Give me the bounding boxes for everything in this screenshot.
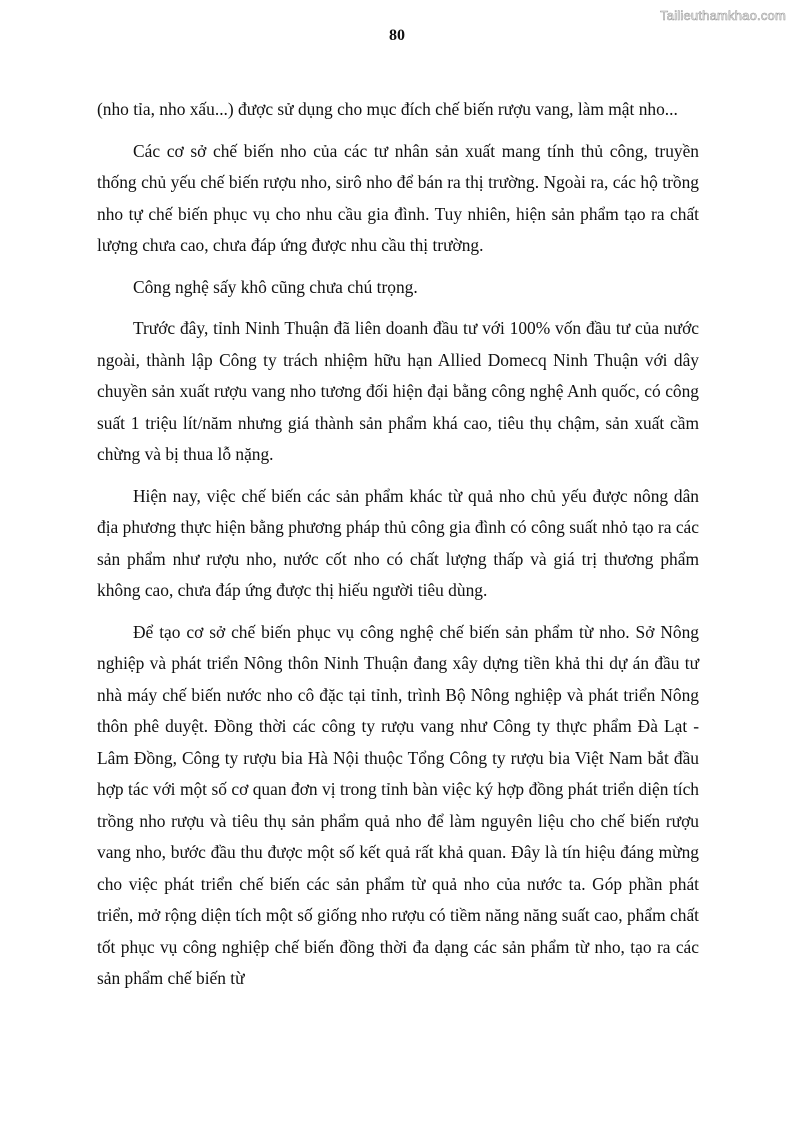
page-number: 80 xyxy=(389,27,405,44)
paragraph: Hiện nay, việc chế biến các sản phẩm khác từ quả nho chủ yếu được nông dân địa phương thực hiện bằng phương pháp thủ công gia đình có công suất nhỏ tạo ra các sản phẩm như rượu nho, nước cốt nho có chất lượng thấp và giá trị thương phẩm không cao, chưa đáp ứng được thị hiếu người tiêu dùng. xyxy=(97,485,699,600)
paragraph: Công nghệ sấy khô cũng chưa chú trọng. xyxy=(133,276,418,297)
body-text xyxy=(97,94,699,1005)
paragraph-continuation: (nho tỉa, nho xấu...) được sử dụng cho mục đích chế biến rượu vang, làm mật nho... xyxy=(97,99,678,119)
paragraph: Các cơ sở chế biến nho của các tư nhân sản xuất mang tính thủ công, truyền thống chủ yếu chế biến rượu nho, sirô nho để bán ra thị trường. Ngoài ra, các hộ trồng nho tự chế biến phục vụ cho nhu cầu gia đình. Tuy nhiên, hiện sản phẩm tạo ra chất lượng chưa cao, chưa đáp ứng được nhu cầu thị trường. xyxy=(97,140,699,255)
watermark: Tailieuthamkhao.com xyxy=(660,8,786,23)
paragraph: Trước đây, tỉnh Ninh Thuận đã liên doanh đầu tư với 100% vốn đầu tư của nước ngoài, thành lập Công ty trách nhiệm hữu hạn Allied Domecq Ninh Thuận với dây chuyền sản xuất rượu vang nho tương đối hiện đại bằng công nghệ Anh quốc, có công suất 1 triệu lít/năm nhưng giá thành sản phẩm khá cao, tiêu thụ chậm, sản xuất cầm chừng và bị thua lỗ nặng. xyxy=(97,318,699,464)
paragraph: Để tạo cơ sở chế biến phục vụ công nghệ chế biến sản phẩm từ nho. Sở Nông nghiệp và phát triển Nông thôn Ninh Thuận đang xây dựng tiền khả thi dự án đầu tư nhà máy chế biến nước nho cô đặc tại tỉnh, trình Bộ Nông nghiệp và phát triển Nông thôn phê duyệt. Đồng thời các công ty rượu vang như Công ty thực phẩm Đà Lạt - Lâm Đồng, Công ty rượu bia Hà Nội thuộc Tổng Công ty rượu bia Việt Nam bắt đầu hợp tác với một số cơ quan đơn vị trong tỉnh bàn việc ký hợp đồng phát triển diện tích trồng nho rượu và tiêu thụ sản phẩm quả nho để làm nguyên liệu cho chế biến rượu vang nho, bước đầu thu được một số kết quả rất khả quan. Đây là tín hiệu đáng mừng cho việc phát triển chế biến các sản phẩm từ quả nho của nước ta. Góp phần phát triển, mở rộng diện tích một số giống nho rượu có tiềm năng năng suất cao, phẩm chất tốt phục vụ công nghiệp chế biến đồng thời đa dạng các sản phẩm từ nho, tạo ra các sản phẩm chế biến từ xyxy=(97,621,699,988)
